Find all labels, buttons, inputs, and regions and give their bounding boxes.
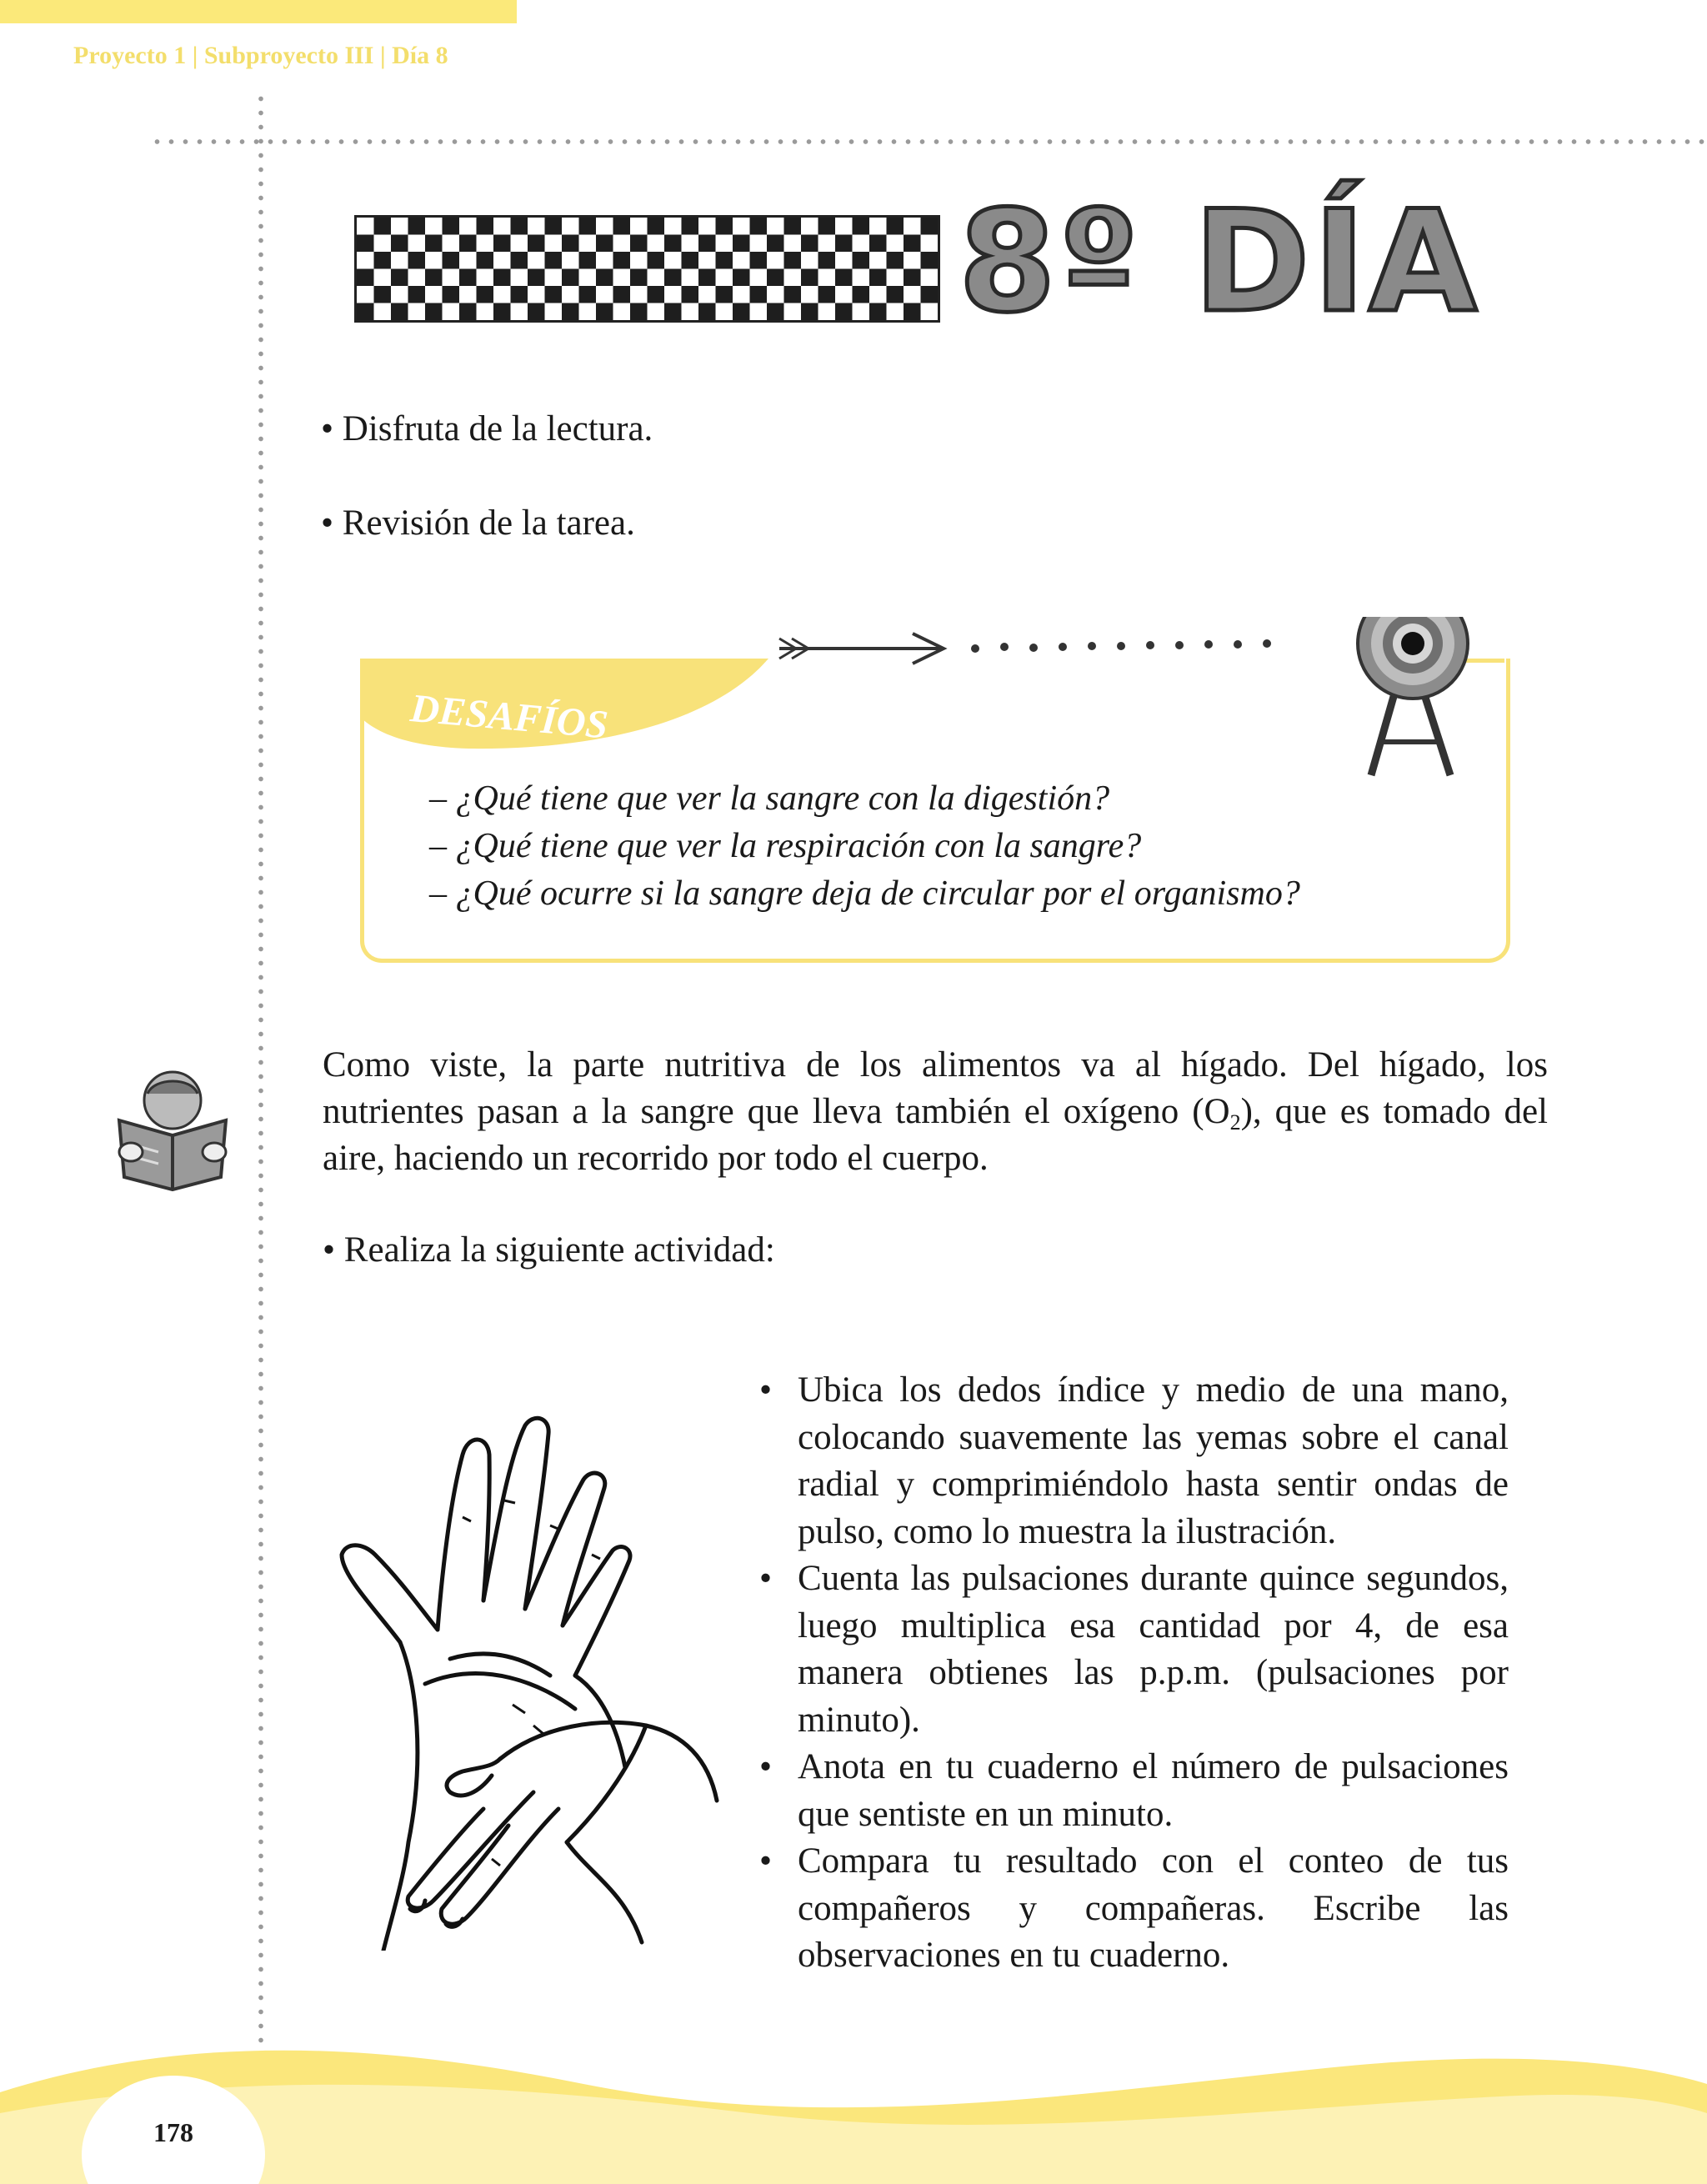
desafios-question: – ¿Qué tiene que ver la sangre con la digestión?	[429, 779, 1110, 818]
vertical-dotted-rule	[258, 92, 263, 2067]
activity-step	[754, 1744, 1509, 1838]
activity-intro: • Realiza la siguiente actividad:	[323, 1230, 775, 1270]
desafios-question: – ¿Qué ocurre si la sangre deja de circular por el organismo?	[429, 874, 1300, 913]
oxygen-subscript: 2	[1229, 1110, 1241, 1135]
reading-child-icon	[113, 1069, 233, 1194]
bullet-marker: •	[759, 1841, 773, 1881]
activity-step-text: Compara tu resultado con el conteo de tus compañeros y compañeras. Escribe las observaciones en tu cuaderno.	[798, 1841, 1509, 1975]
reading-text-start: Como viste, la parte nutritiva de los alimentos va al hígado. Del hígado, los nutrientes pasan a la sangre que lleva también el oxígeno (O	[323, 1045, 1548, 1131]
activity-step-text: Anota en tu cuaderno el número de pulsaciones que sentiste en un minuto.	[798, 1747, 1509, 1834]
page-number: 178	[153, 2117, 193, 2147]
desafios-question-list	[429, 775, 1300, 918]
bullet-marker: •	[759, 1370, 773, 1410]
activity-step	[754, 1838, 1509, 1980]
activity-steps-list	[754, 1367, 1509, 1980]
pulse-hand-illustration	[325, 1409, 733, 1951]
intro-bullet-homework: • Revisión de la tarea.	[321, 503, 635, 543]
activity-step	[754, 1555, 1509, 1744]
intro-bullet-reading: • Disfruta de la lectura.	[321, 409, 653, 448]
horizontal-dotted-rule	[150, 139, 1707, 144]
bullet-marker: •	[759, 1747, 773, 1786]
arrow-to-target-illustration	[767, 617, 1475, 784]
target-icon	[1358, 617, 1468, 775]
reading-paragraph	[323, 1042, 1548, 1182]
activity-step-text: Ubica los dedos índice y medio de una mano, colocando suavemente las yemas sobre el canal radial y comprimiéndolo hasta sentir ondas de pulso, como lo muestra la ilustración.	[798, 1370, 1509, 1551]
day-title: 8º DÍA	[959, 180, 1481, 343]
activity-step-text: Cuenta las pulsaciones durante quince segundos, luego multiplica esa cantidad por 4, de esa manera obtienes las p.p.m. (pulsaciones por minuto).	[798, 1559, 1509, 1740]
footer-wave	[0, 2034, 1707, 2184]
desafios-question: – ¿Qué tiene que ver la respiración con la sangre?	[429, 827, 1142, 865]
checkered-banner	[354, 215, 940, 323]
header-band	[0, 0, 517, 23]
activity-step	[754, 1367, 1509, 1555]
desafios-label: DESAFÍOS	[408, 685, 610, 748]
bullet-marker: •	[759, 1559, 773, 1598]
arrow-icon	[779, 634, 944, 664]
running-header: Proyecto 1 | Subproyecto III | Día 8	[73, 42, 448, 69]
dotted-path	[971, 639, 1271, 653]
reading-text-end: ), que es tomado del aire, haciendo un recorrido por todo el cuerpo.	[323, 1092, 1548, 1178]
